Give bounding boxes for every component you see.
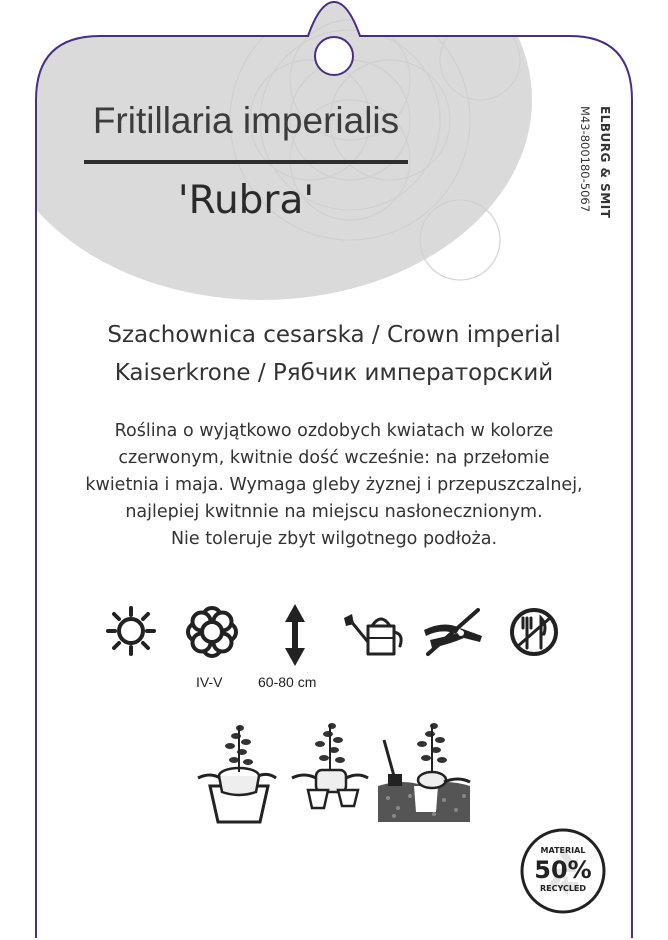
description-line: czerwonym, kwitnie dość wcześnie: na przełomie [118,448,550,468]
product-code: M43-800180-5067 [578,106,592,213]
sun-icon [106,606,156,656]
loosen-roots-step-icon [288,716,370,816]
cultivar-name: 'Rubra' [177,178,315,223]
description [0,418,668,553]
description-line: Nie toleruje zbyt wilgotnego podłoża. [170,529,498,549]
description-line: kwietnia i maja. Wymaga gleby żyznej i przepuszczalnej, [85,475,583,495]
remove-pot-step-icon [196,716,278,826]
recycled-badge [520,828,606,914]
flower-icon [186,606,238,658]
no-eating-icon [508,606,560,658]
recycled-label: RECYCLED [539,884,587,893]
recycled-percent: 50% [534,856,592,884]
watering-can-icon [342,612,408,656]
header-arc [0,0,532,300]
height-label: 60-80 cm [258,674,317,690]
hanging-hole [315,37,353,75]
title-divider [84,160,408,164]
common-names-line-1: Szachownica cesarska / Crown imperial [107,322,561,348]
description-line: najlepiej kwitnnie na miejscu nasłonecznionym. [125,502,543,522]
height-arrow-icon [282,604,308,666]
recycled-material-label: MATERIAL [540,846,586,855]
description-line: Roślina o wyjątkowo ozdobych kwiatach w kolorze [114,421,554,441]
latin-name: Fritillaria imperialis [92,100,400,141]
brand-name: ELBURG & SMIT [598,106,612,219]
plant-in-soil-step-icon [374,716,474,826]
no-pruning-icon [420,606,486,658]
common-names-line-2: Kaiserkrone / Рябчик императорский [114,360,554,386]
bloom-period-label: IV-V [196,674,223,690]
